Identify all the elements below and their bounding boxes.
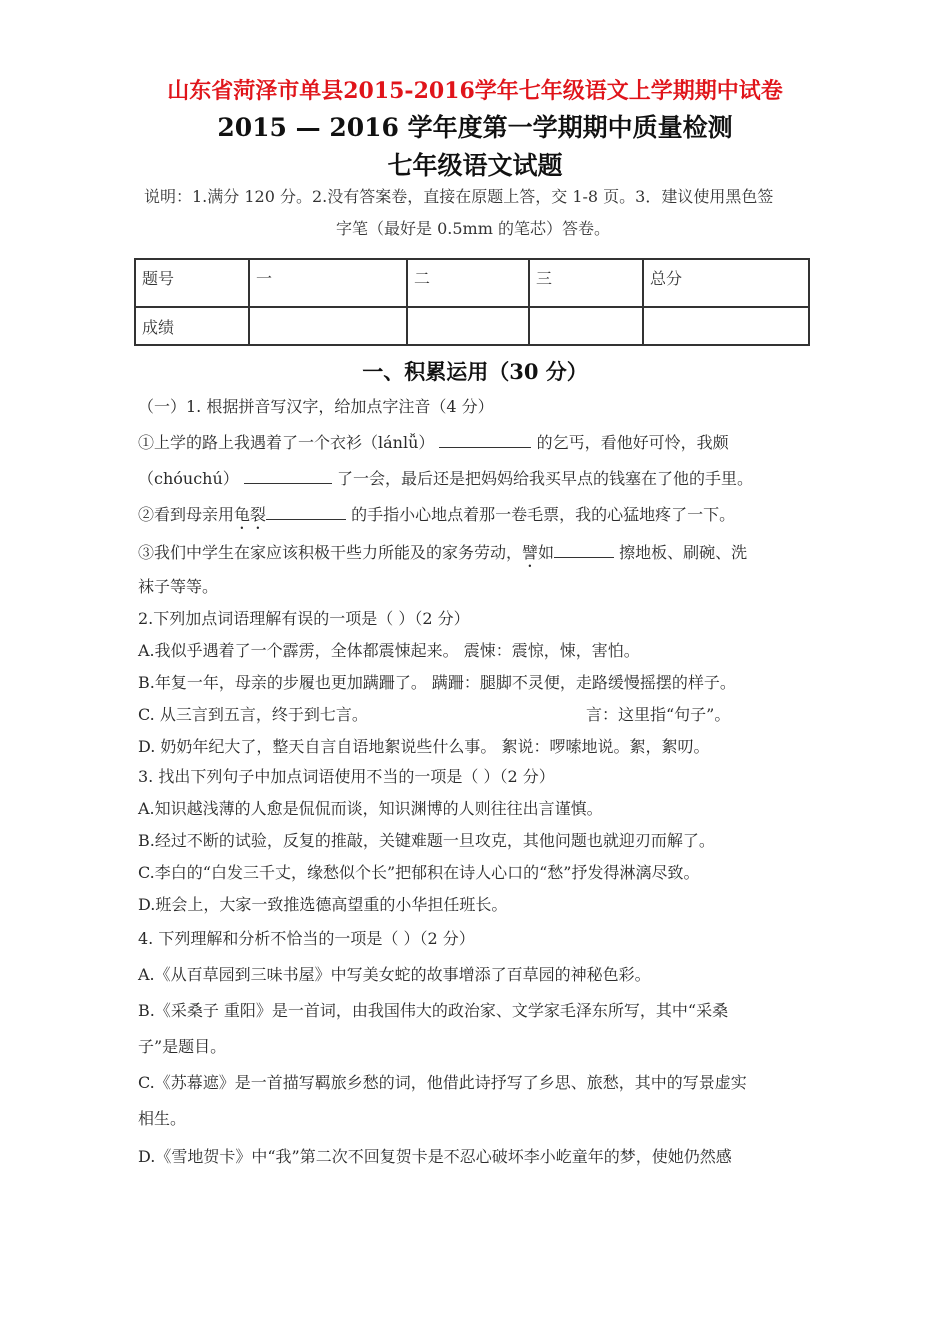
q3-option-a: A.知识越浅薄的人愈是侃侃而谈，知识渊博的人则往往出言谨慎。 (138, 799, 603, 818)
q1-line-3-text-a: ②看到母亲用 (138, 505, 235, 524)
q1-line-1 (138, 430, 729, 453)
score-cell-part-1: 一 (249, 259, 407, 307)
q4-title: 4. 下列理解和分析不恰当的一项是（ ）（2 分） (138, 929, 475, 948)
q2-option-d: D. 奶奶年纪大了，整天自言自语地絮说些什么事。 絮说：啰嗦地说。絮，絮叨。 (138, 737, 710, 756)
score-table (134, 258, 810, 346)
score-cell-grade-label: 成绩 (135, 307, 249, 345)
score-input-2[interactable] (407, 307, 529, 345)
q3-option-b: B.经过不断的试验，反复的推敲，关键难题一旦攻克，其他问题也就迎刃而解了。 (138, 831, 715, 850)
score-table-header-row (135, 259, 809, 307)
q1-blank-3[interactable] (266, 502, 346, 520)
q4-option-a: A.《从百草园到三味书屋》中写美女蛇的故事增添了百草园的神秘色彩。 (138, 965, 651, 984)
q1-line-4-text-b: 如 (538, 543, 555, 562)
instructions-line-1: 说明：1.满分 120 分。2.没有答案卷，直接在原题上答，交 1-8 页。3．建议使用黑色签 (144, 187, 774, 206)
q2-option-c-explanation: 言：这里指“句子”。 (586, 705, 731, 724)
q4-option-b-line-2: 子”是题目。 (138, 1037, 227, 1056)
instructions-line-2: 字笔（最好是 0.5mm 的笔芯）答卷。 (336, 219, 610, 238)
score-cell-total: 总分 (643, 259, 809, 307)
q3-title: 3. 找出下列句子中加点词语使用不当的一项是（ ）（2 分） (138, 767, 555, 786)
score-input-1[interactable] (249, 307, 407, 345)
q1-blank-1[interactable] (439, 430, 531, 448)
q4-option-d-line-1: D.《雪地贺卡》中“我”第二次不回复贺卡是不忍心破坏李小屹童年的梦，使她仍然感 (138, 1147, 732, 1166)
q1-line-5: 袜子等等。 (138, 577, 219, 596)
q1-dotted-word-pi: 譬 (522, 543, 539, 562)
score-cell-part-2: 二 (407, 259, 529, 307)
score-cell-label: 题号 (135, 259, 249, 307)
q1-line-2-text-b: 了一会，最后还是把妈妈给我买早点的钱塞在了他的手里。 (336, 469, 753, 488)
q1-dotted-word-guilie: 龟裂 (234, 505, 267, 524)
q1-line-1-text-a: ①上学的路上我遇着了一个衣衫（lánlǚ） (138, 433, 435, 452)
score-table-grade-row (135, 307, 809, 345)
q1-line-4 (138, 540, 747, 571)
q4-option-c-line-1: C.《苏幕遮》是一首描写羁旅乡愁的词，他借此诗抒写了乡思、旅愁，其中的写景虚实 (138, 1073, 747, 1092)
q4-option-b-line-1: B.《采桑子 重阳》是一首词，由我国伟大的政治家、文学家毛泽东所写，其中“采桑 (138, 1001, 729, 1020)
q4-option-c-line-2: 相生。 (138, 1109, 187, 1128)
q3-option-d: D.班会上，大家一致推选德高望重的小华担任班长。 (138, 895, 508, 914)
q1-line-1-text-b: 的乞丐，看他好可怜，我颇 (536, 433, 729, 452)
q1-line-3-text-b: 的手指小心地点着那一卷毛票，我的心猛地疼了一下。 (351, 505, 736, 524)
document-red-title: 山东省菏泽市单县2015-2016学年七年级语文上学期期中试卷 (167, 78, 783, 104)
q2-title: 2.下列加点词语理解有误的一项是（ ）（2 分） (138, 609, 470, 628)
q2-option-b: B.年复一年，母亲的步履也更加蹒跚了。 蹒跚：腿脚不灵便，走路缓慢摇摆的样子。 (138, 673, 736, 692)
score-cell-part-3: 三 (529, 259, 643, 307)
q1-line-3 (138, 502, 735, 533)
q1-line-2 (138, 466, 753, 489)
score-input-3[interactable] (529, 307, 643, 345)
exam-sub-title: 七年级语文试题 (387, 151, 563, 180)
q2-option-c: C. 从三言到五言，终于到七言。 (138, 705, 368, 724)
q1-blank-2[interactable] (244, 466, 332, 484)
q1-title: （一）1. 根据拼音写汉字，给加点字注音（4 分） (138, 397, 494, 416)
score-input-total[interactable] (643, 307, 809, 345)
q3-option-c: C.李白的“白发三千丈，缘愁似个长”把郁积在诗人心口的“愁”抒发得淋漓尽致。 (138, 863, 700, 882)
q2-option-a: A.我似乎遇着了一个霹雳，全体都震悚起来。 震悚：震惊，悚，害怕。 (138, 641, 640, 660)
q1-line-2-text-a: （chóuchú） (138, 469, 239, 488)
exam-main-title: 2015 — 2016 学年度第一学期期中质量检测 (217, 113, 733, 142)
q1-line-4-text-a: ③我们中学生在家应该积极干些力所能及的家务劳动， (138, 543, 523, 562)
section-1-heading: 一、积累运用（30 分） (362, 359, 588, 384)
q1-blank-4[interactable] (554, 540, 614, 558)
q1-line-4-text-c: 擦地板、刷碗、洗 (619, 543, 748, 562)
